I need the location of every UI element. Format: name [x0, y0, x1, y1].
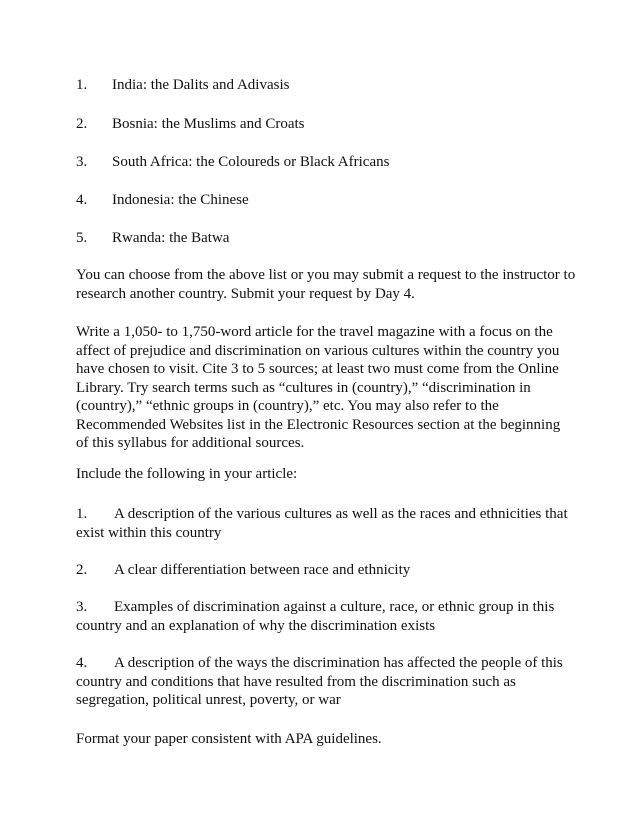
requirement-item [76, 654, 576, 710]
paragraph-write: Write a 1,050- to 1,750-word article for the travel magazine with a focus on the affect of prejudice and discrimination on various cultures within the country you have chosen to visit. Cite 3 to 5 sources; at least two must come from the Online Library. Try search terms such as “cultures in (country),” “discrimination in (country),” “ethnic groups in (country),” etc. You may also refer to the Recommended Websites list in the Electronic Resources section at the beginning of this syllabus for additional sources. [76, 324, 561, 451]
requirement-item [76, 505, 576, 542]
list-text: Rwanda: the Batwa [112, 230, 230, 246]
list-item [76, 153, 576, 171]
list-item [76, 115, 576, 133]
paragraph-choose: You can choose from the above list or you may submit a request to the instructor to research another country. Submit your request by Day 4. [76, 267, 576, 302]
list-item [76, 76, 576, 94]
list-item [76, 229, 576, 247]
requirement-text: A description of the ways the discrimination has affected the people of this country and conditions that have resulted from the discrimination such as segregation, political unrest, poverty, or war [76, 655, 563, 708]
paragraph-include: Include the following in your article: [76, 466, 298, 482]
list-text: Indonesia: the Chinese [112, 192, 249, 208]
list-number: 4. [76, 192, 88, 208]
list-number: 5. [76, 230, 88, 246]
requirement-number: 3. [76, 599, 88, 615]
requirement-number: 1. [76, 506, 88, 522]
list-item [76, 191, 576, 209]
requirement-item [76, 598, 576, 635]
requirement-text: A description of the various cultures as well as the races and ethnicities that exist within this country [76, 506, 568, 541]
requirement-number: 2. [76, 562, 88, 578]
list-number: 3. [76, 154, 88, 170]
list-number: 2. [76, 116, 88, 132]
requirement-text: Examples of discrimination against a culture, race, or ethnic group in this country and an explanation of why the discrimination exists [76, 599, 555, 634]
list-text: South Africa: the Coloureds or Black Africans [112, 154, 390, 170]
list-number: 1. [76, 77, 88, 93]
paragraph-format: Format your paper consistent with APA guidelines. [76, 731, 382, 747]
requirement-item [76, 561, 576, 580]
requirement-number: 4. [76, 655, 88, 671]
list-text: Bosnia: the Muslims and Croats [112, 116, 305, 132]
requirement-text: A clear differentiation between race and ethnicity [114, 562, 411, 578]
list-text: India: the Dalits and Adivasis [112, 77, 290, 93]
